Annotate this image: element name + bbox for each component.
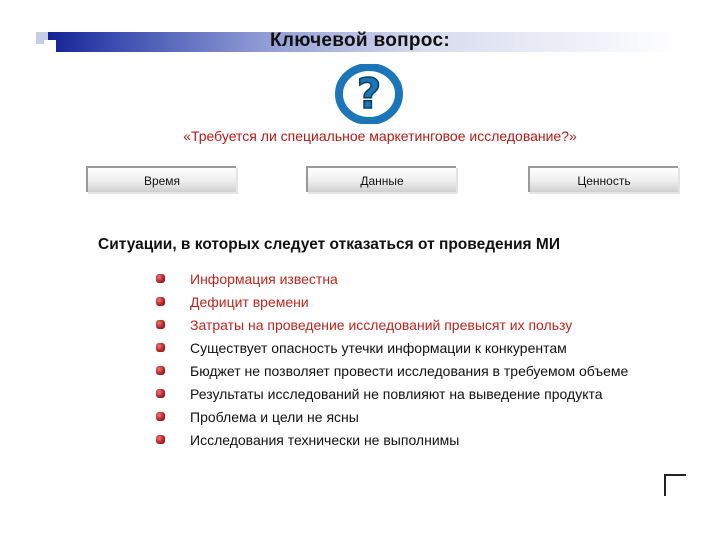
situations-heading: Ситуации, в которых следует отказаться от проведения МИ [98,236,560,253]
question-mark-icon [333,64,405,124]
bullet-icon [156,389,165,398]
list-item: Существует опасность утечки информации к конкурентам [156,339,676,357]
bullet-icon [156,366,165,375]
slide-title: Ключевой вопрос: [270,30,450,51]
key-question: «Требуется ли специальное маркетинговое исследование?» [183,128,577,144]
tab-data[interactable]: Данные [306,166,456,192]
bullet-icon [156,435,165,444]
list-item: Бюджет не позволяет провести исследования в требуемом объеме [156,362,676,380]
list-item: Исследования технически не выполнимы [156,431,676,449]
bullet-icon [156,274,165,283]
situations-list [156,270,676,454]
list-item: Проблема и цели не ясны [156,408,676,426]
list-item: Результаты исследований не повлияют на выведение продукта [156,385,676,403]
bullet-icon [156,412,165,421]
list-item: Дефицит времени [156,293,676,311]
svg-text:?: ? [356,69,382,118]
bullet-icon [156,320,165,329]
list-item: Информация известна [156,270,676,288]
list-item: Затраты на проведение исследований превысят их пользу [156,316,676,334]
corner-mark-icon [664,474,686,496]
tab-time[interactable]: Время [86,166,236,192]
tab-value[interactable]: Ценность [528,166,678,192]
bullet-icon [156,343,165,352]
bullet-icon [156,297,165,306]
